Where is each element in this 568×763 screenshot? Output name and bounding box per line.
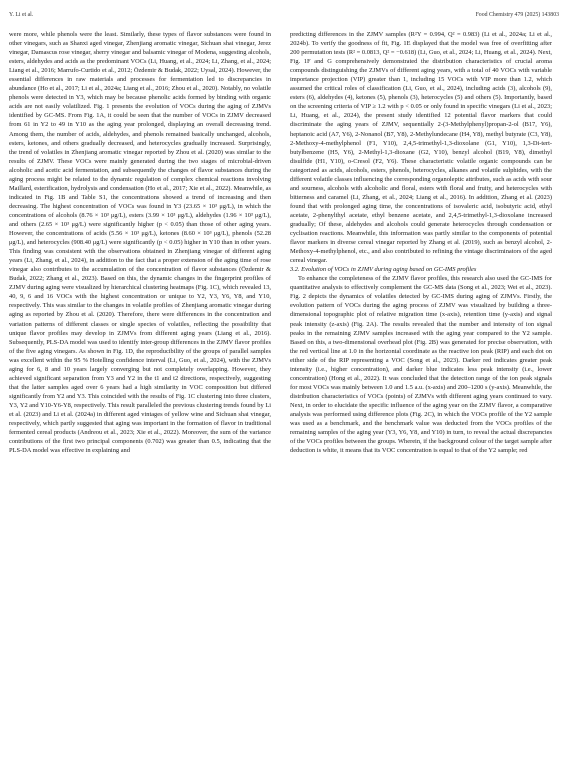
- running-header: [9, 12, 559, 22]
- header-journal: Food Chemistry 479 (2025) 143803: [475, 12, 559, 18]
- body-paragraph: were more, while phenols were the least. Similarly, these types of flavor substances were found in other vinegars, such as Shanxi aged vinegar, Zhenjiang aromatic vinegar, Sichuan shai vinegar, Jerez vinegar, Damascus rose vinegar, sherry vinegar and balsamic vinegar of Modena, suggesting alcohols, esters, aldehydes and acids as the predominant VOCs (Li, Huang, et al., 2024; Li, Zhang, et al., 2024; Liang et al., 2016; Marrufo-Curtido et al., 2012; Özdemir & Budak, 2022; Uysal, 2024). However, the essential differences in raw materials and processes for fermentation led to discrepancies in abundance (Ho et al., 2017; Li et al., 2024a; Liang et al., 2016; Zhou et al., 2020). Notably, no volatile phenols were detected in Y3, which may be because phenolic acids formed by binding with organic acids are not easily volatilized. Fig. 1 presents the evolution of VOCs during the aging of ZJMVs identified by GC-MS. From Fig. 1A, it could be seen that the number of VOCs in ZJMV decreased from 61 in Y2 to 49 in Y10 as the aging year prolonged, displaying an overall decreasing trend. Among them, the number of acids, aldehydes, and phenols remained basically unchanged, alcohols, esters, ketones, and others gradually decreased, and heterocycles gradually increased. Surprisingly, the trend of volatiles in Zhenjiang aromatic vinegar reported by Zhou et al. (2020) was similar to the results of ZJMV. These VOCs were mainly generated during the two stages of microbial-driven alcoholic and acetic acid fermentation, and subsequently the changes of flavor substances during the aging process might be related to the dynamic regulation of complex chemical reactions involving Maillard, esterification, hydrolysis and condensation (Ho et al., 2017; Xie et al., 2022). Meanwhile, as indicated in Fig. 1B and Table S1, the concentrations showed a trend of increasing and then decreasing. The highest concentration of VOCs was found in Y3 (23.65 × 10³ μg/L), in which the concentrations of alcohols (8.76 × 10³ μg/L), esters (3.99 × 10³ μg/L), aldehydes (1.96 × 10³ μg/L), and others (2.65 × 10³ μg/L) were significantly higher (p < 0.05) than those of other aging years. However, the concentrations of acids (5.56 × 10³ μg/L), ketones (8.60 × 10³ μg/L), phenols (52.28 μg/L), and heterocycles (908.40 μg/L) were significantly (p < 0.05) higher in Y10 than in other years. This finding was consistent with the observations obtained in Zhenjiang vinegar of different aging years (Li, Zhang, et al., 2024), in addition to the fact that a proper extension of the aging time of rose vinegar also contributes to the accumulation of the concentration of flavor substances (Özdemir & Budak, 2022; Zhang et al., 2023). Based on this, the dynamic changes in the fingerprint profiles of ZJMV during aging were visualized by hierarchical clustering heatmaps (Fig. 1C), which revealed 13, 40, 9, 6 and 16 VOCs with the highest concentration or unique to Y2, Y3, Y6, Y8, and Y10, respectively. This was similar to the changes in volatile profiles of Zhenjiang aromatic vinegar during aging as reported by Zhou et al. (2020). Therefore, there were differences in the concentration and variation patterns of different classes or single species of volatiles, reflecting the possibility that unique flavor profiles may develop in ZJMVs from different aging years (Liang et al., 2016). Subsequently, PLS-DA model was used to identify inter-group differences in the ZJMV flavor profiles of the five aging vinegars. As shown in Fig. 1D, the reproducibility of the groups of parallel samples was excellent within the 95 % Hotelling confidence interval (Li, Guo, et al., 2024), with the ZJMVs aging for 6, 8 and 10 years largely converging but not completely overlapping. However, they achieved significant separation from Y3 and Y2 in the t1 and t2 directions, respectively, suggesting that the latter samples aged over 6 years had a high similarity in VOC composition but differed significantly from Y2 and Y3. This coincided with the results of Fig. 1C clustering into three clusters, Y3, Y2 and Y10-Y6-Y8, respectively. This result paralleled the previous clustering trends found by Li et al. (2023) and Li et al. (2024a) in different aged vintages of yellow wine and Sichuan shai vinegar, respectively, which partly suggested that aging was important in the formation of flavor in traditional fermented cereal products (Andreou et al., 2023; Xie et al., 2022). Moreover, the sum of the variance contributions of the first two principal components (0.702) was greater than 0.5, indicating that the PLS-DA model was effective in explaining and: [9, 31, 271, 455]
- body-paragraph: predicting differences in the ZJMV samples (R²Y = 0.994, Q² = 0.983) (Li et al., 2024a; Li et al., 2024b). To verify the goodness of fit, Fig. 1E displayed that the model was free of overfitting after 200 permutation tests (R² = 0.0813, Q² = −0.618) (Li, Guo, et al., 2024; Li, Huang, et al., 2024). Next, Fig. 1F and G comprehensively demonstrated the distribution characteristics of crucial aroma compounds distinguishing the ZJMVs of different aging years, with a total of 40 VOCs with variable importance projection (VIP) greater than 1, including 15 VOCs with VIP more than 1.2, which assumed the critical roles of classification (Li, Guo, et al., 2024), including acids (3), alcohols (9), esters (6), aldehydes (4), ketones (5), phenols (3), heterocycles (5) and others (5). Importantly, based on the screening criteria of VIP ≥ 1.2 with p < 0.05 or only found in specific vinegars (Li et al., 2023; Li, Huang, et al., 2024), the present study identified 12 potential flavor markers that could discriminate the aging years of ZJMV, sequentially 2-(3-Methylphenyl)propan-2-ol (B17, Y6), heptanoic acid (A7, Y6), 2-Nonanol (B7, Y8), 2-Methylundecane (H4, Y8), methyl butyrate (C3, Y8), 2-Methoxy-4-methylphenol (F1, Y10), 2,4,5-trimethyl-1,3-dioxolane (G1, Y10), 1,3-Di-tert-butylbenzene (H5, Y6), 2-Methyl-1,3-dioxane (G2, Y10), benzyl alcohol (B19, Y8), dimethyl disulfide (H1, Y10), o-Cresol (F2, Y6). These characteristic volatile organic compounds can be categorized as acids, alcohols, esters, phenols, heterocycles, alkanes and volatile sulphides, with the different volatile classes influencing the corresponding organoleptic attributes, such as acids with sour and sourness, alcohols with alcoholic and floral, esters with floral and fruity, and heterocycles with bitterness and caramel (Li, Zhang, et al., 2024; Liang et al., 2016). In addition, Zhang et al. (2023) found that with prolonged aging time, the concentrations of isovaleric acid, isobutyric acid, ethyl acetate, 2-phenylthyl acetate, ethyl benzene acetate, and 2,4,5-trimethyl-1,3-dioxolane increased gradually; Of these, aldehydes and alcohols could generate heterocycles through condensation or cyclisation reactions. Meanwhile, this information was partly similar to the components of potential flavor markers in diverse cereal vinegar reported by Zhang et al. (2019), such as benzyl alcohol, 2-Methoxy-4-methylphenol, etc., and also contributed to refining the vintage discriminators of the aged cereal vinegar.: [290, 31, 552, 265]
- left-column: [9, 30, 271, 455]
- section-heading: 3.2. Evolution of VOCs in ZJMV during aging based on GC-IMS profiles: [290, 266, 477, 274]
- header-authors: Y. Li et al.: [9, 12, 34, 18]
- body-paragraph: To enhance the completeness of the ZJMV flavor profiles, this research also used the GC-IMS for quantitative analysis to effectively complement the GC-MS data (Song et al., 2023; Wei et al., 2023). Fig. 2 depicts the dynamics of volatiles detected by GC-IMS during aging of ZJMVs. Firstly, the evolution pattern of VOCs during the aging process of ZJMV was visualized by building a three-dimensional topographic plot of relative migration time (x-axis), retention time (y-axis) and signal peak intensity (z-axis) (Fig. 2A). The results revealed that the number and intensity of ion signal peaks in the remaining ZJMV samples increased with the aging year compared to the Y2 sample. Based on this, a two-dimensional overhead plot (Fig. 2B) was generated for precise observation, with the red vertical line at 1.0 in the horizontal coordinate as the reactive ion peak (RIP) and each dot on either side of the RIP representing a VOC (Song et al., 2023). Darker red indicates greater peak intensity (i.e., higher concentration), and darker blue indicates less peak intensity (i.e., lower concentration) (Hong et al., 2022). It was concluded that the detection range of the ion peak signals for most VOCs was mainly between 1.0 and 1.5 a.u. (x-axis) and 200–1200 s (y-axis). Meanwhile, the distribution characteristics of VOCs (points) of ZJMVs with different aging years continued to vary. Next, in order to elucidate the specific influence of the aging year on the ZJMV flavor, a comparative analysis was performed using difference plots (Fig. 2C), in which the VOCs profile of the Y2 sample was used as a benchmark, and the benchmark value was deducted from the VOCs profiles of the remaining samples of the aging year (Y3, Y6, Y8, and Y10) in turn, to reveal the actual discrepancies of the VOCs profiles between the groups. Wherein, if the background colour of the target sample after deduction is white, it means that its VOC concentration is equal to that of the Y2 sample; red: [290, 275, 552, 455]
- right-column: [290, 30, 552, 455]
